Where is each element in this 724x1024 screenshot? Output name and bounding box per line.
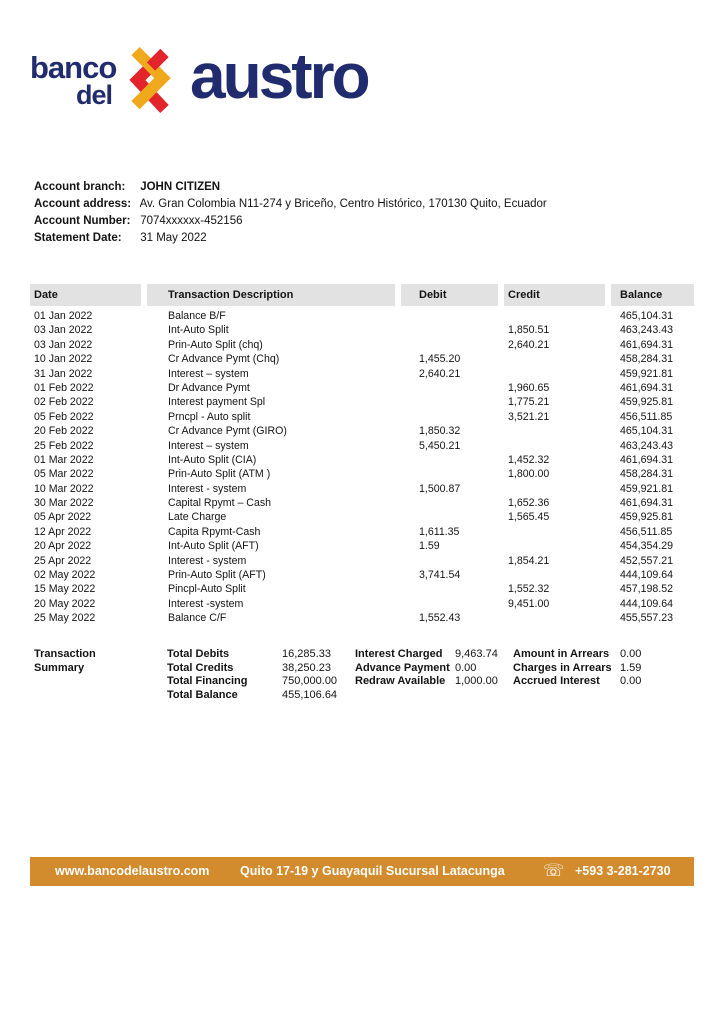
description-cell: Interest – system bbox=[168, 439, 249, 452]
summary-row bbox=[355, 675, 498, 689]
summary-group-arrears bbox=[513, 648, 641, 689]
table-row bbox=[30, 395, 694, 409]
debit-cell bbox=[401, 597, 498, 611]
debit-cell: 1,500.87 bbox=[419, 482, 461, 495]
summary-value: 38,250.23 bbox=[282, 661, 331, 674]
table-row bbox=[30, 611, 694, 625]
date-cell: 03 Jan 2022 bbox=[34, 324, 93, 337]
description-cell: Cr Advance Pymt (GIRO) bbox=[168, 425, 287, 438]
statement-date-value: 31 May 2022 bbox=[140, 232, 207, 244]
summary-row bbox=[355, 648, 498, 662]
description-cell: Cr Advance Pymt (Chq) bbox=[168, 353, 280, 366]
balance-cell: 461,694.31 bbox=[620, 497, 674, 510]
debit-cell: 5,450.21 bbox=[419, 439, 461, 452]
debit-cell bbox=[401, 410, 498, 424]
table-row bbox=[30, 482, 694, 496]
balance-cell: 455,557.23 bbox=[620, 612, 674, 625]
summary-title-line2: Summary bbox=[34, 661, 85, 674]
summary-value: 1.59 bbox=[620, 661, 642, 674]
table-row bbox=[30, 568, 694, 582]
balance-cell: 463,243.43 bbox=[620, 439, 674, 452]
transactions-table bbox=[30, 284, 694, 626]
credit-cell: 1,652.36 bbox=[508, 497, 550, 510]
table-row bbox=[30, 352, 694, 366]
date-cell: 12 Apr 2022 bbox=[34, 525, 92, 538]
date-cell: 10 Jan 2022 bbox=[34, 353, 93, 366]
balance-cell: 457,198.52 bbox=[620, 583, 674, 596]
summary-value: 1,000.00 bbox=[455, 675, 498, 687]
balance-cell: 461,694.31 bbox=[620, 381, 674, 394]
account-number-label: Account Number: bbox=[34, 215, 131, 227]
logo-text-left bbox=[30, 42, 117, 110]
balance-cell: 458,284.31 bbox=[620, 468, 674, 481]
description-cell: Prncpl - Auto split bbox=[168, 410, 251, 423]
summary-value: 0.00 bbox=[620, 675, 642, 687]
summary-row bbox=[167, 675, 337, 689]
date-cell: 25 Feb 2022 bbox=[34, 439, 94, 452]
logo-word-austro: austro bbox=[190, 40, 368, 112]
debit-cell bbox=[401, 510, 498, 524]
woven-x-ribbon-icon bbox=[122, 44, 178, 123]
debit-cell bbox=[401, 395, 498, 409]
table-row bbox=[30, 323, 694, 337]
summary-row bbox=[513, 675, 641, 689]
date-cell: 03 Jan 2022 bbox=[34, 338, 93, 351]
balance-cell: 461,694.31 bbox=[620, 338, 674, 351]
balance-cell: 459,921.81 bbox=[620, 482, 674, 495]
table-row bbox=[30, 309, 694, 323]
debit-cell bbox=[401, 496, 498, 510]
footer-address: Quito 17-19 y Guayaquil Sucursal Latacunga bbox=[240, 864, 505, 878]
header-credit: Credit bbox=[504, 284, 605, 306]
credit-cell bbox=[504, 424, 605, 438]
balance-cell: 456,511.85 bbox=[620, 525, 673, 538]
header-date: Date bbox=[30, 284, 141, 306]
credit-cell bbox=[504, 482, 605, 496]
table-row bbox=[30, 554, 694, 568]
credit-cell bbox=[504, 367, 605, 381]
date-cell: 25 Apr 2022 bbox=[34, 554, 92, 567]
credit-cell bbox=[504, 525, 605, 539]
date-cell: 05 Mar 2022 bbox=[34, 468, 94, 481]
summary-label: Charges in Arrears bbox=[513, 661, 612, 674]
summary-label: Interest Charged bbox=[355, 648, 443, 660]
description-cell: Prin-Auto Split (ATM ) bbox=[168, 468, 271, 481]
summary-row bbox=[513, 648, 641, 662]
summary-label: Total Balance bbox=[167, 688, 238, 701]
summary-title bbox=[34, 648, 96, 675]
credit-cell bbox=[504, 611, 605, 625]
summary-row bbox=[167, 689, 337, 703]
description-cell: Interest payment Spl bbox=[168, 396, 266, 409]
summary-group-interest bbox=[355, 648, 498, 689]
table-row bbox=[30, 453, 694, 467]
date-cell: 20 May 2022 bbox=[34, 597, 96, 610]
date-cell: 20 Feb 2022 bbox=[34, 425, 94, 438]
balance-cell: 465,104.31 bbox=[620, 310, 674, 322]
description-cell: Interest – system bbox=[168, 367, 249, 380]
account-number-row bbox=[34, 213, 547, 230]
credit-cell: 1,775.21 bbox=[508, 396, 550, 409]
balance-cell: 452,557.21 bbox=[620, 554, 674, 567]
credit-cell: 1,552.32 bbox=[508, 583, 550, 596]
debit-cell: 1,455.20 bbox=[419, 353, 461, 366]
credit-cell: 1,854.21 bbox=[508, 554, 550, 567]
date-cell: 31 Jan 2022 bbox=[34, 367, 93, 380]
summary-row bbox=[167, 662, 337, 676]
account-address-value: Av. Gran Colombia N11-274 y Briceño, Centro Histórico, 170130 Quito, Ecuador bbox=[139, 198, 547, 210]
transactions-body bbox=[30, 309, 694, 626]
table-row bbox=[30, 467, 694, 481]
table-header bbox=[30, 284, 694, 306]
summary-label: Redraw Available bbox=[355, 675, 446, 687]
footer-website: www.bancodelaustro.com bbox=[55, 864, 210, 878]
summary-value: 455,106.64 bbox=[282, 688, 338, 701]
table-row bbox=[30, 439, 694, 453]
description-cell: Prin-Auto Split (chq) bbox=[168, 338, 263, 351]
description-cell: Late Charge bbox=[168, 511, 227, 524]
description-cell: Capita Rpymt-Cash bbox=[168, 525, 261, 538]
account-address-label: Account address: bbox=[34, 198, 132, 210]
date-cell: 10 Mar 2022 bbox=[34, 482, 94, 495]
balance-cell: 456,511.85 bbox=[620, 410, 673, 423]
summary-label: Total Debits bbox=[167, 648, 230, 660]
header-debit: Debit bbox=[401, 284, 498, 306]
date-cell: 01 Feb 2022 bbox=[34, 381, 94, 394]
balance-cell: 459,925.81 bbox=[620, 396, 674, 409]
header-balance: Balance bbox=[611, 284, 694, 306]
debit-cell bbox=[401, 453, 498, 467]
debit-cell: 3,741.54 bbox=[419, 569, 461, 582]
debit-cell bbox=[401, 554, 498, 568]
table-row bbox=[30, 381, 694, 395]
date-cell: 30 Mar 2022 bbox=[34, 497, 94, 510]
credit-cell: 1,960.65 bbox=[508, 381, 550, 394]
credit-cell: 3,521.21 bbox=[508, 410, 550, 423]
balance-cell: 465,104.31 bbox=[620, 425, 674, 438]
date-cell: 05 Apr 2022 bbox=[34, 511, 92, 524]
statement-date-row bbox=[34, 230, 547, 247]
summary-value: 0.00 bbox=[455, 661, 477, 674]
table-row bbox=[30, 367, 694, 381]
debit-cell: 1,850.32 bbox=[419, 425, 461, 438]
description-cell: Balance B/F bbox=[168, 310, 226, 322]
credit-cell: 1,565.45 bbox=[508, 511, 550, 524]
summary-value: 9,463.74 bbox=[455, 648, 498, 660]
debit-cell bbox=[401, 381, 498, 395]
logo-word-del: del bbox=[75, 79, 112, 110]
summary-value: 0.00 bbox=[620, 648, 642, 660]
footer-phone: +593 3-281-2730 bbox=[575, 864, 671, 878]
bank-logo bbox=[30, 42, 368, 123]
description-cell: Balance C/F bbox=[168, 612, 227, 625]
description-cell: Prin-Auto Split (AFT) bbox=[168, 569, 266, 582]
date-cell: 01 Mar 2022 bbox=[34, 453, 94, 466]
description-cell: Capital Rpymt – Cash bbox=[168, 497, 272, 510]
description-cell: Interest - system bbox=[168, 482, 247, 495]
account-branch-label: Account branch: bbox=[34, 181, 126, 193]
balance-cell: 463,243.43 bbox=[620, 324, 674, 337]
account-info bbox=[34, 179, 547, 247]
table-row bbox=[30, 510, 694, 524]
summary-row bbox=[167, 648, 337, 662]
description-cell: Dr Advance Pymt bbox=[168, 381, 250, 394]
summary-label: Total Financing bbox=[167, 675, 248, 687]
table-row bbox=[30, 410, 694, 424]
footer-bar bbox=[30, 857, 694, 886]
balance-cell: 461,694.31 bbox=[620, 453, 674, 466]
debit-cell: 1,552.43 bbox=[419, 612, 461, 625]
debit-cell: 1.59 bbox=[419, 540, 440, 553]
date-cell: 05 Feb 2022 bbox=[34, 410, 94, 423]
summary-label: Accrued Interest bbox=[513, 675, 600, 687]
date-cell: 02 Feb 2022 bbox=[34, 396, 94, 409]
debit-cell bbox=[401, 323, 498, 337]
date-cell: 02 May 2022 bbox=[34, 569, 96, 582]
table-row bbox=[30, 597, 694, 611]
table-row bbox=[30, 338, 694, 352]
statement-date-label: Statement Date: bbox=[34, 232, 122, 244]
account-address-row bbox=[34, 196, 547, 213]
balance-cell: 444,109.64 bbox=[620, 597, 674, 610]
description-cell: Int-Auto Split bbox=[168, 324, 229, 337]
credit-cell bbox=[504, 352, 605, 366]
description-cell: Int-Auto Split (CIA) bbox=[168, 453, 257, 466]
debit-cell bbox=[401, 309, 498, 323]
credit-cell bbox=[504, 539, 605, 553]
description-cell: Interest - system bbox=[168, 554, 247, 567]
balance-cell: 444,109.64 bbox=[620, 569, 674, 582]
summary-value: 750,000.00 bbox=[282, 675, 338, 687]
date-cell: 01 Jan 2022 bbox=[34, 310, 93, 322]
description-cell: Interest -system bbox=[168, 597, 244, 610]
summary-label: Amount in Arrears bbox=[513, 648, 610, 660]
credit-cell: 1,800.00 bbox=[508, 468, 550, 481]
table-row bbox=[30, 525, 694, 539]
date-cell: 25 May 2022 bbox=[34, 612, 96, 625]
summary-title-line1: Transaction bbox=[34, 648, 96, 660]
summary-label: Advance Payment bbox=[355, 661, 450, 674]
table-row bbox=[30, 582, 694, 596]
table-row bbox=[30, 496, 694, 510]
account-branch-row bbox=[34, 179, 547, 196]
debit-cell: 2,640.21 bbox=[419, 367, 461, 380]
balance-cell: 459,921.81 bbox=[620, 367, 674, 380]
debit-cell bbox=[401, 467, 498, 481]
telephone-icon: ☏ bbox=[543, 861, 565, 881]
balance-cell: 454,354.29 bbox=[620, 540, 674, 553]
summary-group-totals bbox=[167, 648, 337, 702]
credit-cell: 1,452.32 bbox=[508, 453, 550, 466]
credit-cell: 2,640.21 bbox=[508, 338, 550, 351]
account-number-value: 7074xxxxxx-452156 bbox=[140, 215, 243, 227]
credit-cell: 1,850.51 bbox=[508, 324, 550, 337]
debit-cell: 1,611.35 bbox=[419, 525, 460, 538]
header-description: Transaction Description bbox=[147, 284, 395, 306]
debit-cell bbox=[401, 338, 498, 352]
logo-word-banco: banco bbox=[30, 50, 117, 85]
summary-row bbox=[513, 662, 641, 676]
date-cell: 15 May 2022 bbox=[34, 583, 96, 596]
credit-cell bbox=[504, 568, 605, 582]
credit-cell bbox=[504, 439, 605, 453]
summary-label: Total Credits bbox=[167, 661, 234, 674]
credit-cell bbox=[504, 309, 605, 323]
summary-value: 16,285.33 bbox=[282, 648, 331, 660]
credit-cell: 9,451.00 bbox=[508, 597, 550, 610]
table-row bbox=[30, 539, 694, 553]
balance-cell: 459,925.81 bbox=[620, 511, 674, 524]
account-branch-value: JOHN CITIZEN bbox=[140, 181, 221, 193]
table-row bbox=[30, 424, 694, 438]
description-cell: Int-Auto Split (AFT) bbox=[168, 540, 259, 553]
debit-cell bbox=[401, 582, 498, 596]
transaction-summary bbox=[34, 648, 694, 710]
date-cell: 20 Apr 2022 bbox=[34, 540, 92, 553]
balance-cell: 458,284.31 bbox=[620, 353, 674, 366]
summary-row bbox=[355, 662, 498, 676]
description-cell: Pincpl-Auto Split bbox=[168, 583, 246, 596]
